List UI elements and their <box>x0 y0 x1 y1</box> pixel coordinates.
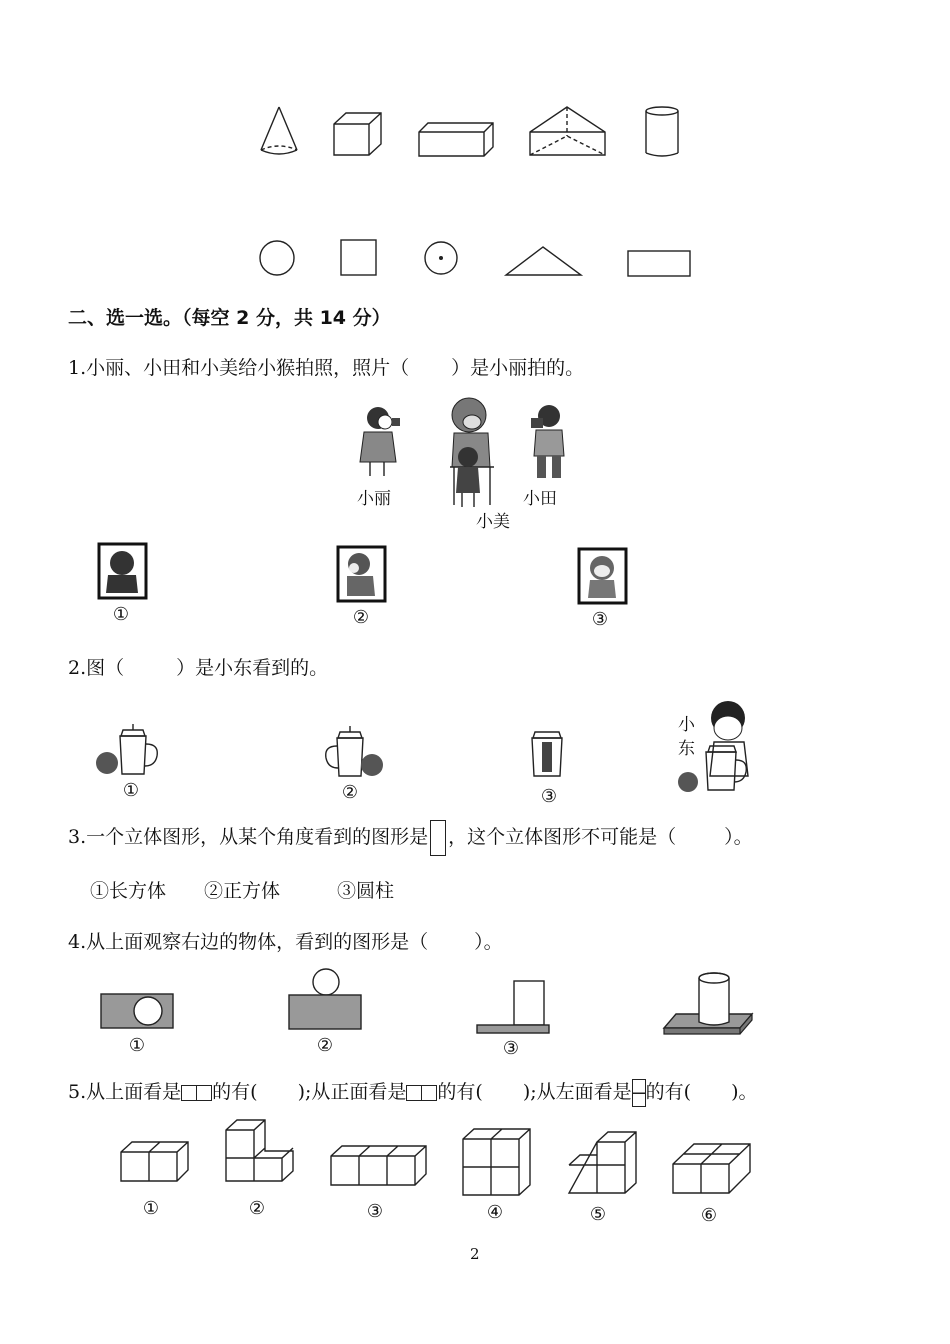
q5-part-2: 的有( <box>212 1081 258 1103</box>
view-option-2 <box>288 967 364 1033</box>
triangle-shape <box>505 245 583 277</box>
question-4-stem-start: 4.从上面观察右边的物体，看到的图形是（ <box>68 931 429 953</box>
option-number: ④ <box>486 1202 504 1223</box>
label-xiaotian: 小田 <box>523 489 557 509</box>
option-number: ⑤ <box>589 1204 607 1225</box>
question-3 <box>68 820 753 856</box>
q5-part-4: 的有( <box>437 1081 483 1103</box>
option-number: ③ <box>540 786 558 807</box>
girl-xiaoli-figure <box>352 400 402 480</box>
q5-part-7: )。 <box>731 1081 758 1103</box>
tall-rectangle-icon <box>430 820 446 856</box>
cup-and-ball-option-2 <box>312 722 387 780</box>
question-2 <box>68 653 328 680</box>
q5-part-5: );从左面看是 <box>522 1081 632 1103</box>
option-number: ③ <box>366 1201 384 1222</box>
question-1 <box>68 353 584 380</box>
cube-figure-1 <box>120 1140 192 1184</box>
question-2-stem-end: ）是小东看到的。 <box>176 657 329 679</box>
question-3-stem-middle: ，这个立体图形不可能是（ <box>448 826 677 848</box>
label-xiaoli: 小丽 <box>357 489 391 509</box>
circle-shape <box>258 239 298 279</box>
option-number: ③ <box>591 609 609 630</box>
cup-and-ball-option-3 <box>525 722 570 780</box>
label-xiaodong-1: 小 <box>678 715 695 735</box>
cuboid-shape <box>418 122 495 158</box>
two-squares-icon <box>196 1085 212 1101</box>
question-2-stem-start: 2.图（ <box>68 657 125 679</box>
option-number: ⑥ <box>700 1205 718 1226</box>
cone-shape <box>258 105 302 157</box>
option-number: ③ <box>502 1038 520 1059</box>
view-option-1 <box>100 993 176 1031</box>
boy-xiaodong-with-cup-figure <box>676 696 771 796</box>
cube-figure-5 <box>568 1130 640 1196</box>
question-1-stem-end: ）是小丽拍的。 <box>451 357 585 379</box>
label-xiaodong-2: 东 <box>678 739 695 759</box>
photo-option-2 <box>337 546 387 602</box>
question-3-choices: ①长方体 ②正方体 ③圆柱 <box>90 880 395 902</box>
cube-figure-4 <box>462 1127 534 1197</box>
monkey-on-chair-figure <box>444 395 500 510</box>
photo-option-1 <box>98 543 148 599</box>
option-number: ② <box>341 782 359 803</box>
question-4 <box>68 927 503 954</box>
option-number: ① <box>112 604 130 625</box>
option-number: ① <box>142 1198 160 1219</box>
option-number: ① <box>122 780 140 801</box>
question-3-stem-start: 3.一个立体图形，从某个角度看到的图形是 <box>68 826 429 848</box>
triangular-prism-shape <box>529 106 607 158</box>
cube-figure-6 <box>672 1142 754 1196</box>
question-3-stem-end: ）。 <box>724 826 753 848</box>
option-number: ① <box>128 1035 146 1056</box>
page-number: 2 <box>470 1245 480 1263</box>
question-4-stem-end: ）。 <box>474 931 503 953</box>
label-xiaomei: 小美 <box>476 512 510 532</box>
option-number: ② <box>248 1198 266 1219</box>
cube-figure-3 <box>330 1144 430 1188</box>
two-squares-icon <box>406 1085 422 1101</box>
cube-figure-2 <box>225 1118 297 1184</box>
cube-shape <box>333 112 383 157</box>
rectangle-shape <box>627 250 693 278</box>
3d-object-cylinder-on-board <box>662 970 754 1038</box>
two-squares-icon <box>181 1085 197 1101</box>
q5-part-1: 5.从上面看是 <box>68 1081 182 1103</box>
two-squares-icon <box>421 1085 437 1101</box>
option-number: ② <box>316 1035 334 1056</box>
cylinder-shape <box>644 105 682 159</box>
q5-part-6: 的有( <box>645 1081 692 1103</box>
option-number: ② <box>352 607 370 628</box>
circle-with-dot-shape <box>423 241 461 279</box>
question-5 <box>68 1077 757 1107</box>
boy-xiaotian-figure <box>524 400 574 482</box>
section-title: 二、选一选。（每空 2 分，共 14 分） <box>68 307 391 329</box>
photo-option-3 <box>578 548 628 604</box>
square-shape <box>340 239 378 277</box>
question-1-stem-start: 1.小丽、小田和小美给小猴拍照，照片（ <box>68 357 410 379</box>
cup-and-ball-option-1 <box>95 720 170 778</box>
q5-part-3: );从正面看是 <box>297 1081 407 1103</box>
stacked-squares-icon <box>632 1079 646 1107</box>
view-option-3 <box>476 980 552 1036</box>
